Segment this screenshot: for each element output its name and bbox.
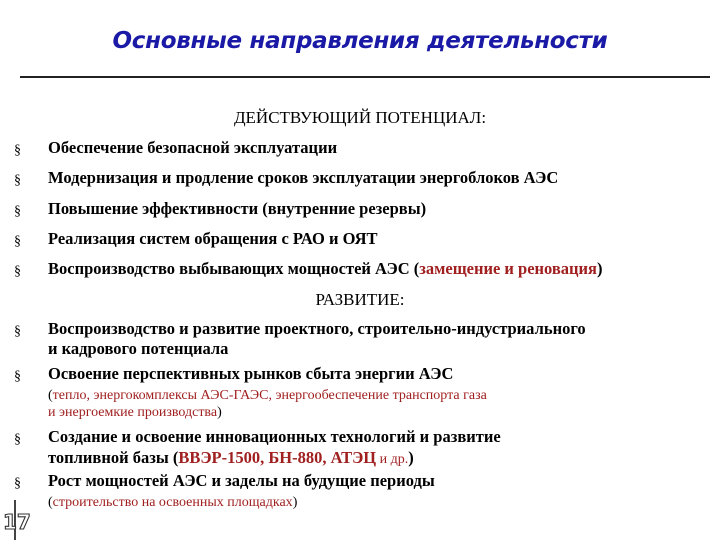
item-text: топливной базы ( (48, 448, 179, 467)
list-item-continuation: и кадрового потенциала (48, 339, 229, 358)
bullet-icon: § (14, 143, 21, 158)
page-title: Основные направления деятельности (112, 28, 608, 54)
bullet-icon: § (14, 476, 21, 491)
note-open: ( (48, 388, 53, 403)
list-item: Реализация систем обращения с РАО и ОЯТ (48, 229, 378, 248)
list-item: Повышение эффективности (внутренние резервы) (48, 199, 427, 218)
note-close: ) (217, 405, 222, 420)
list-item: Обеспечение безопасной эксплуатации (48, 138, 338, 157)
note-highlight: строительство на освоенных площадках (52, 495, 293, 510)
item-text-end: ) (408, 448, 414, 467)
item-note (48, 494, 297, 511)
bullet-icon: § (14, 264, 21, 279)
list-item-continuation (48, 448, 414, 469)
item-highlight-small: и др. (376, 452, 409, 467)
item-note-continuation (48, 404, 222, 421)
bullet-icon: § (14, 324, 21, 339)
note-highlight: тепло, энергокомплексы АЭС-ГАЭС, энергообеспечение транспорта газа (52, 388, 487, 403)
bullet-icon: § (14, 432, 21, 447)
list-item: Воспроизводство и развитие проектного, строительно-индустриального (48, 319, 586, 338)
item-highlight: ВВЭР-1500, БН-880, АТЭЦ (178, 448, 377, 467)
section-heading-development: РАЗВИТИЕ: (315, 290, 405, 309)
list-item: Модернизация и продление сроков эксплуатации энергоблоков АЭС (48, 168, 559, 187)
item-text: Воспроизводство выбывающих мощностей АЭС ( (48, 259, 420, 278)
item-highlight: замещение и реновация (419, 259, 597, 278)
list-item (48, 259, 603, 278)
section-heading-potential: ДЕЙСТВУЮЩИЙ ПОТЕНЦИАЛ: (233, 108, 487, 127)
list-item: Рост мощностей АЭС и заделы на будущие периоды (48, 471, 435, 490)
list-item: Создание и освоение инновационных технологий и развитие (48, 427, 501, 446)
title-divider (20, 76, 710, 78)
bullet-icon: § (14, 204, 21, 219)
note-open: ( (48, 495, 53, 510)
item-text-end: ) (597, 259, 603, 278)
bullet-icon: § (14, 234, 21, 249)
bullet-icon: § (14, 173, 21, 188)
list-item: Освоение перспективных рынков сбыта энергии АЭС (48, 364, 454, 383)
note-highlight: и энергоемкие производства (48, 405, 218, 420)
bullet-icon: § (14, 369, 21, 384)
item-note (48, 387, 487, 404)
page-number: 17 (3, 510, 31, 534)
note-close: ) (292, 495, 298, 510)
